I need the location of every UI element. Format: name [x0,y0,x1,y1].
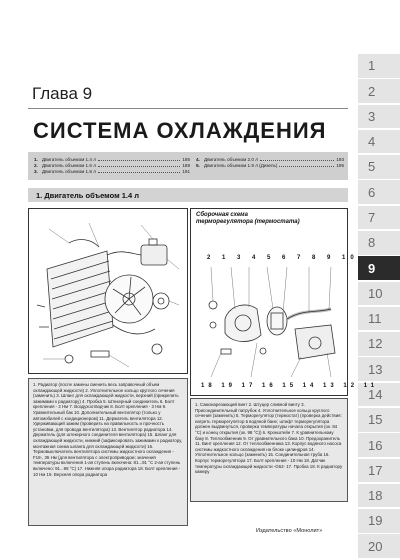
toc-page: 193 [336,156,344,162]
toc-number: 1. [34,156,38,162]
toc-page: 195 [336,163,344,169]
toc-text: Двигатель объемом 2.0 л [204,156,258,162]
chapter-tab-9-active[interactable]: 9 [358,256,400,280]
table-of-contents [28,152,348,180]
section-heading: 1. Двигатель объемом 1.4 л [28,188,348,202]
toc-number: 2. [34,163,38,169]
chapter-divider [28,108,348,109]
chapter-tabs [358,54,400,560]
toc-text: Двигатель объемом 1.9 л (Дизель) [204,163,278,169]
toc-column-right [196,156,344,169]
toc-column-left [34,156,190,175]
callouts-bottom: 18 19 17 16 15 14 13 12 11 [201,383,379,389]
toc-text: Двигатель объемом 1.6 л [42,163,96,169]
chapter-tab-19[interactable]: 19 [358,509,400,533]
toc-number: 5. [196,163,200,169]
chapter-tab-14[interactable]: 14 [358,383,400,407]
toc-page: 188 [182,163,190,169]
figure-caption-line1: Сборочная схема [196,212,248,218]
chapter-tab-17[interactable]: 17 [358,459,400,483]
chapter-tab-2[interactable]: 2 [358,79,400,103]
chapter-tab-20[interactable]: 20 [358,534,400,558]
radiator-diagram [28,208,188,374]
chapter-tab-8[interactable]: 8 [358,231,400,255]
toc-leader [279,164,334,167]
chapter-tab-18[interactable]: 18 [358,484,400,508]
toc-page: 185 [182,156,190,162]
toc-leader [98,158,180,161]
figure-caption-line2: терморегулятора (термостата) [196,219,300,225]
toc-leader [98,170,180,173]
toc-row[interactable] [34,169,190,175]
toc-number: 3. [34,169,38,175]
chapter-tab-10[interactable]: 10 [358,282,400,306]
chapter-tab-5[interactable]: 5 [358,155,400,179]
thermostat-drawing [191,209,349,397]
toc-leader [260,158,334,161]
chapter-tab-13[interactable]: 13 [358,357,400,381]
toc-row[interactable] [196,162,344,168]
toc-number: 4. [196,156,200,162]
toc-text: Двигатель объемом 1.4 л [42,156,96,162]
chapter-tab-11[interactable]: 11 [358,307,400,331]
chapter-tab-6[interactable]: 6 [358,180,400,204]
callouts-top: 2 1 3 4 5 6 7 8 9 10 [207,255,359,261]
page-title: СИСТЕМА ОХЛАЖДЕНИЯ [33,118,327,143]
thermostat-diagram [190,208,379,396]
toc-leader [98,164,180,167]
radiator-legend-text: 1. Радиатор (после замены сменить весь заправочный объем охлаждающей жидкости) 2. Уплотнительное кольцо круглого сечения (заменить) 3. Шланг для охлаждающей жидкости, верхний (прикрепить зажимами к радиатору) 4. Пробка 5. Штекерный соединитель 6. Болт крепления - 2 Нм 7. Воздухоотводчик 8. Болт крепления - 3 Нм 9. Уравнительный бак 10. Дополнительный вентилятор (только у автомобилей с кондиционером) 11. Держатель вентилятора 12. Удерживающий зажим (проверить на правильность и прочность установки, для провода вентилятора) 13. Вентилятор радиатора 14. Держатель (для штекерного соединителя вентилятора) 15. Шланг для охлаждающей жидкости, нижний (зафиксировать зажимами к радиатору, монтажная схема шланга для охлаждающей жидкости) 16. Термовыключатель вентилятора системы жидкостного охлаждения -F18-, 35 Нм (для вентилятора с электроприводом; значения температуры включения 1-ая ступень включена: 81...91 °С 2-ая ступень включено: 91...98 °С) 17. Нижняя опора радиатора 18. Болт крепления - 10 Нм 19. Верхняя опора радиатора [28,378,188,526]
chapter-tab-4[interactable]: 4 [358,130,400,154]
thermostat-legend-text: 1. Самонарезающий винт 2. Штуцер сливной винту 3. Присоединительный патрубок 4. Уплотнительное кольцо круглого сечения (заменить) 5. Терморегулятор (термостат) (проверка действия: нагреть терморегулятор в водяной бане; штифт терморегулятора должен выдвинуться, проверка температуры начала открытия (ок. 84 °С) и конец открытия (ок. 98 °С)) 6. Кронштейн 7. К уравнительному баку 8. Теплообменник 9. От уравнительного бака 10. Предохранитель 11. Винт крепления 12. От теплообменника 13. Корпус водяного насоса системы жидкостного охлаждения на блоке цилиндров 14. Уплотнительное кольцо (заменить) 15. Соединительная труба 16. Корпус терморегулятора 17. Болт крепления - 10 Нм 18. Датчик температуры охлаждающей жидкости -G62- 17. Пробка 18. К радиатору камеру [190,398,348,502]
chapter-tab-12[interactable]: 12 [358,332,400,356]
chapter-tab-7[interactable]: 7 [358,206,400,230]
toc-page: 191 [182,169,190,175]
chapter-tab-15[interactable]: 15 [358,408,400,432]
chapter-tab-3[interactable]: 3 [358,105,400,129]
publisher-footer: Издательство «Монолит» [256,528,323,534]
chapter-heading: Глава 9 [32,84,93,103]
radiator-drawing [29,209,189,375]
chapter-tab-1[interactable]: 1 [358,54,400,78]
chapter-tab-16[interactable]: 16 [358,433,400,457]
toc-text: Двигатель объемом 1.8 л [42,169,96,175]
